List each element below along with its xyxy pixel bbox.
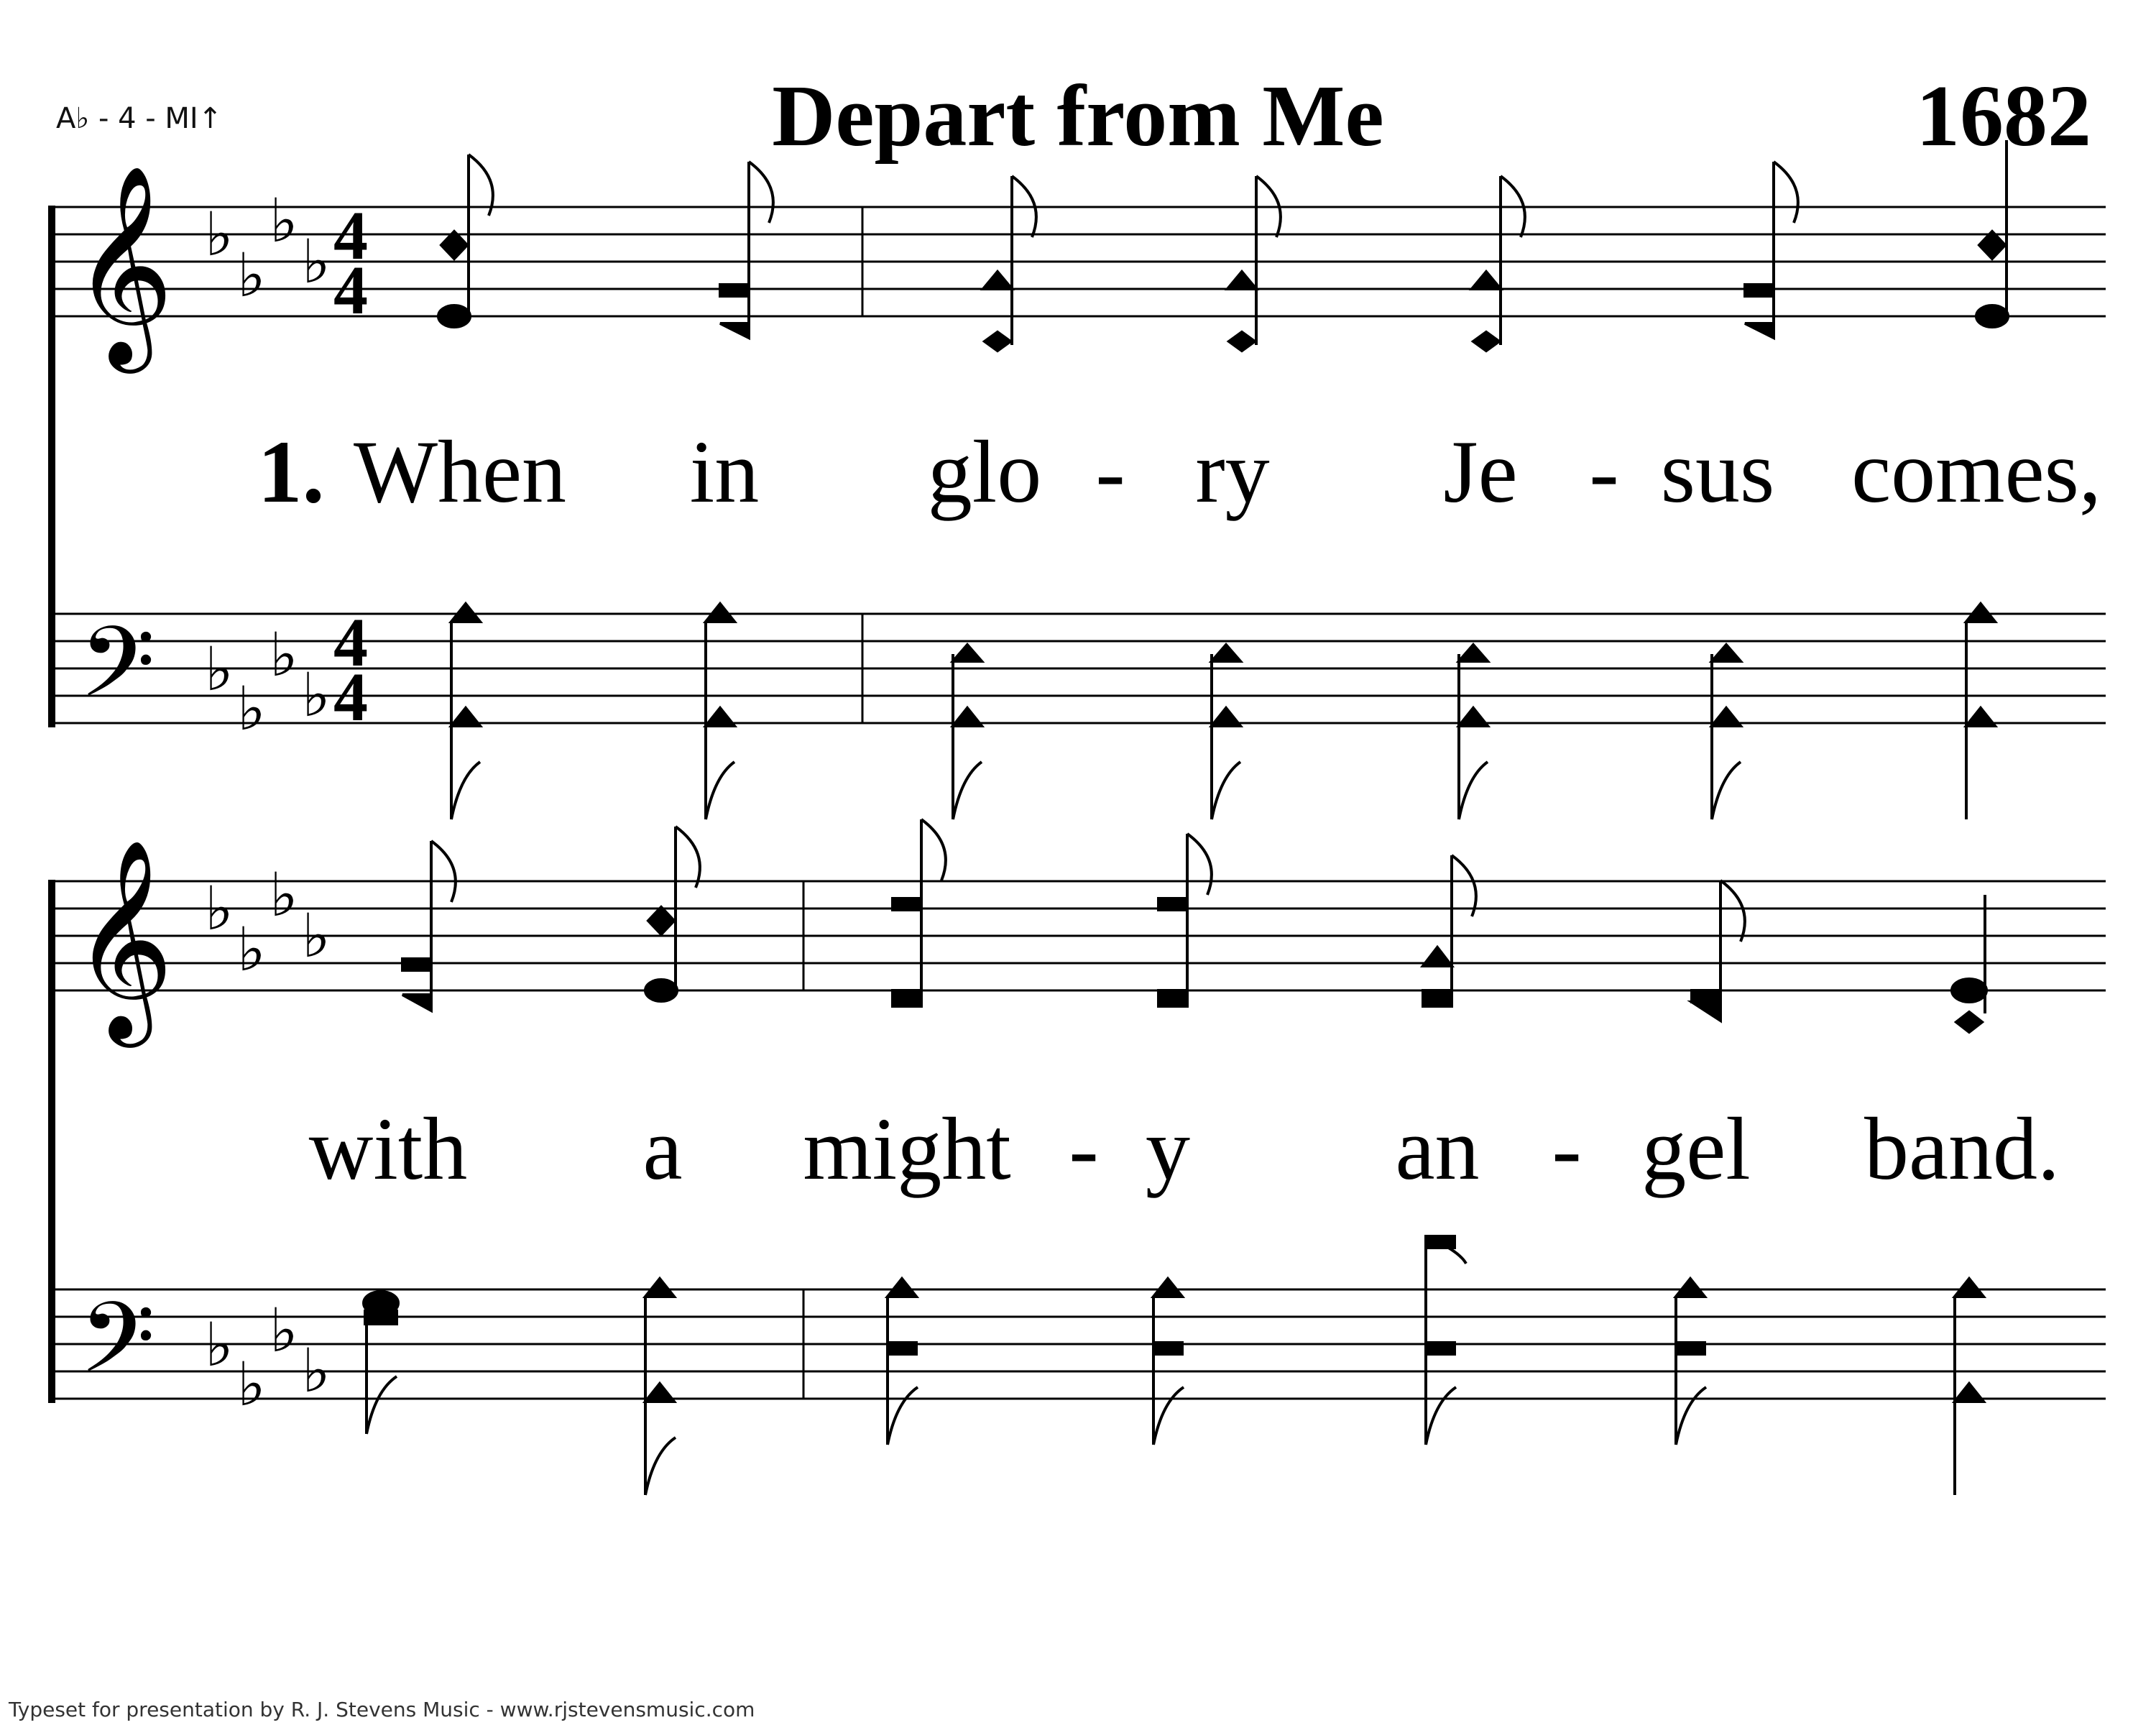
lyric-syllable: a <box>642 1100 683 1198</box>
svg-text:4: 4 <box>333 252 368 328</box>
lyric-syllable: ry <box>1195 423 1270 521</box>
note-chord <box>720 162 773 338</box>
lyric-hyphen: - <box>1589 423 1619 521</box>
svg-text:♭: ♭ <box>205 873 234 944</box>
note-chord <box>1745 162 1798 338</box>
lyric-hyphen: - <box>1552 1100 1582 1198</box>
verse-number: 1. <box>257 423 325 521</box>
note-chord <box>1227 176 1281 351</box>
svg-text:♭: ♭ <box>270 620 298 690</box>
svg-text:♭: ♭ <box>237 914 266 985</box>
footer-credit: Typeset for presentation by R. J. Stevens Music - www.rjstevensmusic.com <box>9 1698 755 1721</box>
note-chord <box>983 176 1036 351</box>
svg-text:4: 4 <box>333 604 368 681</box>
svg-text:♭: ♭ <box>205 634 234 704</box>
svg-text:♭: ♭ <box>302 901 331 971</box>
bass-notes-1 <box>451 604 1995 819</box>
note-chord <box>1472 176 1525 351</box>
bass-notes-2 <box>364 1236 1984 1495</box>
bass-clef-icon: 𝄢 <box>79 1281 156 1419</box>
key-info: A♭ - 4 - MI↑ <box>56 102 223 135</box>
lyric-syllable: band. <box>1864 1100 2060 1198</box>
svg-text:♭: ♭ <box>205 1310 234 1380</box>
lyric-hyphen: - <box>1095 423 1125 521</box>
lyric-syllable: y <box>1146 1100 1190 1198</box>
svg-text:♭: ♭ <box>302 1335 331 1406</box>
lyric-syllable: glo <box>927 423 1042 521</box>
bass-clef-icon: 𝄢 <box>79 605 156 743</box>
treble-clef-icon: 𝄞 <box>72 837 174 1039</box>
lyric-syllable: an <box>1395 1100 1480 1198</box>
svg-text:♭: ♭ <box>270 185 298 256</box>
svg-text:4: 4 <box>333 658 368 735</box>
lyric-hyphen: - <box>1069 1100 1099 1198</box>
lyric-syllable: in <box>689 423 760 521</box>
treble-clef-icon: 𝄞 <box>72 163 174 364</box>
lyric-syllable: sus <box>1660 423 1775 521</box>
svg-text:♭: ♭ <box>302 226 331 297</box>
lyric-syllable: When <box>353 423 567 521</box>
bass-staff-2 <box>50 1289 2106 1399</box>
svg-text:♭: ♭ <box>237 673 266 744</box>
hymn-number: 1682 <box>1916 68 2091 165</box>
hymn-title: Depart from Me <box>772 68 1384 165</box>
svg-text:♭: ♭ <box>205 199 234 270</box>
treble-notes-1 <box>438 140 2008 351</box>
lyric-syllable: with <box>308 1100 468 1198</box>
svg-text:♭: ♭ <box>302 660 331 730</box>
svg-text:♭: ♭ <box>270 1295 298 1366</box>
lyric-syllable: Je <box>1443 423 1518 521</box>
treble-staff-2 <box>50 881 2106 990</box>
lyric-syllable: might <box>803 1100 1011 1198</box>
lyric-syllable: gel <box>1641 1100 1751 1198</box>
note-chord <box>438 155 493 327</box>
svg-text:♭: ♭ <box>237 240 266 310</box>
svg-text:♭: ♭ <box>270 860 298 930</box>
lyric-syllable: comes, <box>1851 423 2101 521</box>
treble-notes-2 <box>402 819 1986 1032</box>
svg-text:♭: ♭ <box>237 1349 266 1420</box>
svg-text:4: 4 <box>333 197 368 274</box>
